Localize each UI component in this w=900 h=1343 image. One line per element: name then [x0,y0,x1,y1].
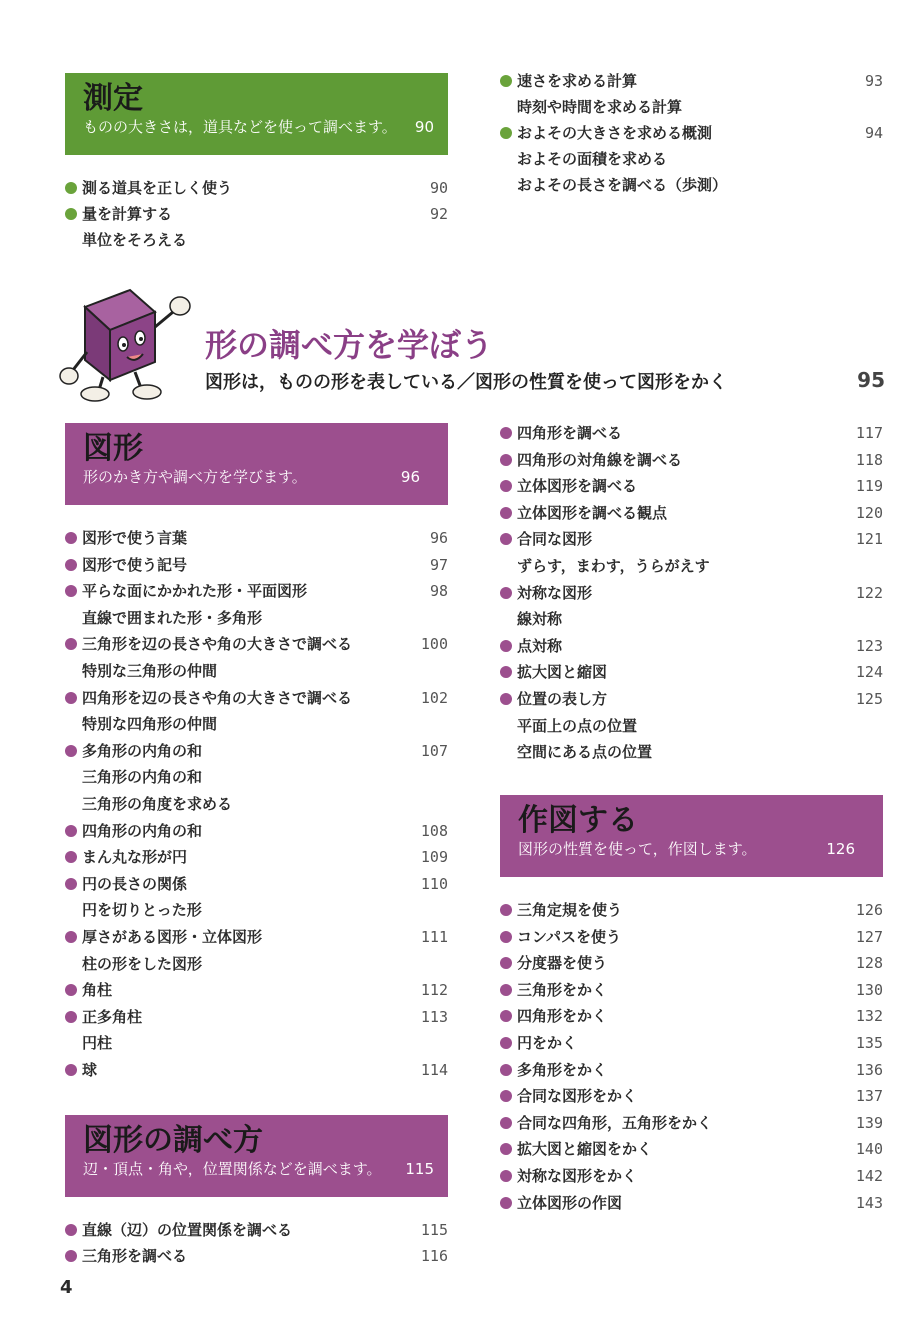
section-title: 測定 [83,81,143,116]
bullet-icon [500,1170,512,1182]
toc-item-page: 124 [855,663,883,682]
section-desc [83,1159,434,1179]
bullet-icon [65,1250,77,1262]
toc-item[interactable] [500,447,883,473]
toc-subitem[interactable] [65,227,448,253]
toc-item-label: 分度器を使う [517,954,608,973]
toc-item[interactable] [65,924,448,950]
bullet-icon [65,532,77,544]
section-desc-text: 図形の性質を使って，作図します。 [518,840,757,858]
toc-item-label: 位置の表し方 [517,690,608,708]
toc-item-page: 123 [855,636,883,655]
toc-subitem[interactable] [500,146,883,172]
toc-subitem[interactable] [65,658,448,684]
toc-item[interactable] [500,1057,883,1083]
toc-item-page: 142 [855,1167,883,1185]
toc-item-label: 特別な三角形の仲間 [82,662,218,680]
toc-item-page: 112 [420,981,448,1000]
toc-item[interactable] [65,552,448,578]
bullet-icon [65,585,77,597]
bullet-icon [65,851,77,863]
toc-item-label: 円の長さの関係 [82,874,188,893]
toc-item-label: 四角形をかく [517,1007,608,1026]
toc-item[interactable] [65,1004,448,1030]
toc-item-page: 100 [420,635,448,654]
toc-item-label: 単位をそろえる [82,231,188,249]
section-page: 115 [405,1160,434,1178]
bullet-icon [500,1064,512,1076]
bullet-icon [500,1143,512,1155]
toc-list [500,68,883,203]
section-shirabekata [65,1115,448,1272]
cube-mascot-icon [55,282,195,407]
bullet-icon [500,533,512,545]
toc-list [500,897,883,1217]
toc-item-page: 139 [855,1113,883,1132]
bullet-icon [65,1011,77,1023]
bullet-icon [500,957,512,969]
toc-item-page: 111 [420,928,448,946]
toc-item-label: 線対称 [517,610,563,629]
toc-item[interactable] [65,818,448,844]
toc-item-page: 92 [429,205,448,223]
bullet-icon [500,1117,512,1129]
toc-item-label: 対称な図形をかく [517,1167,638,1185]
toc-item[interactable] [65,1243,448,1269]
bullet-icon [500,1037,512,1049]
toc-item-label: 円を切りとった形 [82,901,202,920]
toc-item-page: 122 [855,583,883,602]
toc-item-label: 三角形の角度を求める [82,795,233,813]
toc-subitem[interactable] [500,172,883,198]
toc-item-label: 三角形をかく [517,980,608,999]
bullet-icon [65,745,77,757]
toc-item-page: 107 [420,741,448,760]
bullet-icon [500,1197,512,1209]
toc-item-label: 点対称 [517,636,563,655]
toc-item[interactable] [500,420,883,446]
toc-item-label: 測る道具を正しく使う [82,179,233,197]
toc-item-page: 109 [420,848,448,867]
toc-item[interactable] [65,631,448,657]
toc-item-page: 114 [420,1061,448,1079]
bullet-icon [500,587,512,599]
bullet-icon [500,454,512,466]
toc-item-label: およその大きさを求める概測 [517,124,713,142]
section-zukei [65,423,448,1085]
toc-item-label: 立体図形を調べる観点 [517,503,668,522]
toc-item[interactable] [500,1030,883,1056]
toc-list [65,175,448,255]
toc-item-label: 拡大図と縮図 [517,663,608,682]
toc-item-page: 128 [855,954,883,973]
toc-item-page: 113 [420,1007,448,1026]
toc-item-page: 117 [855,424,883,442]
toc-item[interactable] [65,175,448,201]
toc-item[interactable] [500,120,883,146]
toc-item-page: 94 [864,124,883,142]
toc-item-label: 平面上の点の位置 [517,716,638,735]
toc-item-page: 97 [429,555,448,574]
bullet-icon [500,666,512,678]
section-desc-text: ものの大きさは，道具などを使って調べます。 [83,118,397,136]
bullet-icon [65,638,77,650]
toc-item-label: 立体図形を調べる [517,477,638,496]
chapter-page: 95 [857,368,885,392]
toc-item-label: 合同な図形をかく [517,1087,638,1106]
toc-item[interactable] [500,686,883,712]
toc-item-label: コンパスを使う [517,927,621,946]
toc-subitem[interactable] [500,606,883,632]
toc-item-label: 量を計算する [82,205,173,223]
toc-item-label: 特別な四角形の仲間 [82,715,218,734]
bullet-icon [500,480,512,492]
toc-item[interactable] [65,201,448,227]
toc-item-label: 図形で使う言葉 [82,529,188,547]
section-desc [518,839,869,859]
section-sokutei-cont [500,68,883,203]
toc-item-page: 116 [420,1247,448,1265]
bullet-icon [500,1010,512,1022]
toc-item-label: 直線（辺）の位置関係を調べる [82,1221,293,1239]
toc-item-page: 130 [855,980,883,999]
bullet-icon [65,559,77,571]
section-header [65,423,448,505]
toc-item[interactable] [65,685,448,711]
toc-item[interactable] [65,738,448,764]
toc-item[interactable] [500,500,883,526]
section-header [65,73,448,155]
toc-item-label: 正多角柱 [82,1007,143,1026]
toc-item-label: 四角形の内角の和 [82,821,203,840]
toc-item-label: 多角形の内角の和 [82,741,203,760]
toc-item-page: 119 [855,477,883,496]
toc-subitem[interactable] [65,951,448,977]
toc-item-label: 合同な図形 [517,530,593,549]
bullet-icon [500,904,512,916]
toc-item-label: 合同な四角形，五角形をかく [517,1113,713,1132]
toc-item-label: 時刻や時間を求める計算 [517,98,683,116]
toc-item-label: まん丸な形が円 [82,848,188,867]
bullet-icon [65,984,77,996]
bullet-icon [500,507,512,519]
toc-item[interactable] [65,578,448,604]
bullet-icon [500,931,512,943]
chapter-banner [55,282,885,412]
section-header [65,1115,448,1197]
bullet-icon [500,984,512,996]
section-page: 126 [826,840,855,858]
toc-item-page: 118 [855,450,883,469]
toc-list [65,525,448,1085]
toc-item[interactable] [500,924,883,950]
toc-subitem[interactable] [65,764,448,790]
toc-item-label: 平らな面にかかれた形・平面図形 [82,582,308,601]
toc-item-label: 円柱 [82,1034,113,1053]
bullet-icon [500,640,512,652]
toc-item-page: 137 [855,1087,883,1106]
toc-item-page: 136 [855,1060,883,1079]
toc-item[interactable] [500,1003,883,1029]
bullet-icon [500,693,512,705]
toc-item-page: 121 [855,530,883,549]
toc-item-page: 135 [855,1034,883,1052]
toc-item[interactable] [500,580,883,606]
toc-subitem[interactable] [65,897,448,923]
toc-item[interactable] [500,1110,883,1136]
toc-item-page: 96 [429,529,448,547]
bullet-icon [65,208,77,220]
toc-item[interactable] [500,950,883,976]
toc-item[interactable] [500,473,883,499]
bullet-icon [500,75,512,87]
bullet-icon [500,1090,512,1102]
toc-item-label: 四角形の対角線を調べる [517,450,683,469]
section-sakuzu [500,795,883,1217]
section-page: 90 [414,118,434,136]
toc-item-page: 125 [855,690,883,708]
bullet-icon [500,427,512,439]
toc-item-label: 柱の形をした図形 [82,954,203,973]
toc-item-label: 拡大図と縮図をかく [517,1140,653,1159]
toc-item[interactable] [500,977,883,1003]
bullet-icon [65,931,77,943]
toc-item-page: 93 [864,72,883,90]
section-zukei-cont [500,420,883,765]
toc-item-page: 110 [420,874,448,893]
toc-item[interactable] [500,68,883,94]
toc-subitem[interactable] [500,94,883,120]
toc-item-label: ずらす，まわす，うらがえす [517,557,710,575]
toc-item-label: 三角定規を使う [517,901,623,919]
toc-subitem[interactable] [500,713,883,739]
bullet-icon [65,182,77,194]
section-title: 作図する [518,803,638,838]
toc-item-label: 三角形の内角の和 [82,768,203,787]
section-desc [83,117,434,137]
toc-item-page: 126 [855,901,883,919]
toc-subitem[interactable] [65,711,448,737]
bullet-icon [65,825,77,837]
toc-item-label: 速さを求める計算 [517,72,638,90]
toc-item-label: 対称な図形 [517,583,593,602]
section-desc [83,467,434,487]
toc-subitem[interactable] [500,553,883,579]
toc-item-label: 直線で囲まれた形・多角形 [82,608,263,627]
toc-subitem[interactable] [65,605,448,631]
toc-item-page: 102 [420,688,448,707]
toc-item-page: 132 [855,1007,883,1026]
toc-item-label: 円をかく [517,1034,578,1052]
toc-item-label: 空間にある点の位置 [517,743,653,762]
toc-item[interactable] [500,1163,883,1189]
toc-item-label: 角柱 [82,981,113,1000]
page-number: 4 [60,1277,73,1298]
chapter-subtitle: 図形は，ものの形を表している／図形の性質を使って図形をかく [205,372,727,393]
chapter-title: 形の調べ方を学ぼう [205,326,494,364]
toc-item[interactable] [500,659,883,685]
toc-item-label: 厚さがある図形・立体図形 [82,928,263,946]
section-sokutei [65,73,448,255]
toc-item[interactable] [65,1217,448,1243]
toc-list [500,420,883,765]
toc-item-page: 120 [855,503,883,522]
toc-item-label: およその面積を求める [517,150,668,168]
toc-item-label: 立体図形の作図 [517,1193,623,1212]
section-header [500,795,883,877]
toc-item-label: 三角形を調べる [82,1247,188,1265]
toc-item[interactable] [500,897,883,923]
toc-subitem[interactable] [65,791,448,817]
toc-item-page: 115 [420,1221,448,1239]
toc-item-label: 四角形を辺の長さや角の大きさで調べる [82,688,353,707]
toc-subitem[interactable] [65,1030,448,1056]
toc-item-page: 108 [420,821,448,840]
bullet-icon [65,692,77,704]
section-desc-text: 形のかき方や調べ方を学びます。 [83,468,307,486]
toc-item-label: 四角形を調べる [517,424,623,442]
toc-item-page: 90 [429,179,448,197]
toc-item[interactable] [500,526,883,552]
toc-item[interactable] [65,844,448,870]
toc-item-label: 図形で使う記号 [82,555,188,574]
toc-item[interactable] [65,871,448,897]
toc-item[interactable] [65,525,448,551]
bullet-icon [65,878,77,890]
toc-item[interactable] [65,977,448,1003]
toc-item[interactable] [500,1083,883,1109]
toc-item[interactable] [500,1190,883,1216]
toc-item-label: 三角形を辺の長さや角の大きさで調べる [82,635,353,654]
toc-item-label: 多角形をかく [517,1060,608,1079]
toc-item[interactable] [500,633,883,659]
toc-subitem[interactable] [500,739,883,765]
section-page: 96 [400,468,420,486]
section-desc-text: 辺・頂点・角や，位置関係などを調べます。 [83,1160,382,1178]
section-title: 図形の調べ方 [83,1123,263,1158]
bullet-icon [500,127,512,139]
toc-item[interactable] [65,1057,448,1083]
toc-item-page: 98 [429,582,448,601]
toc-item-page: 143 [855,1193,883,1212]
toc-item-label: 球 [82,1061,98,1079]
toc-item-page: 127 [855,927,883,946]
toc-item-page: 140 [855,1140,883,1159]
bullet-icon [65,1064,77,1076]
section-title: 図形 [83,431,143,466]
toc-list [65,1217,448,1272]
bullet-icon [65,1224,77,1236]
toc-item[interactable] [500,1136,883,1162]
toc-item-label: およその長さを調べる（歩測） [517,176,728,194]
